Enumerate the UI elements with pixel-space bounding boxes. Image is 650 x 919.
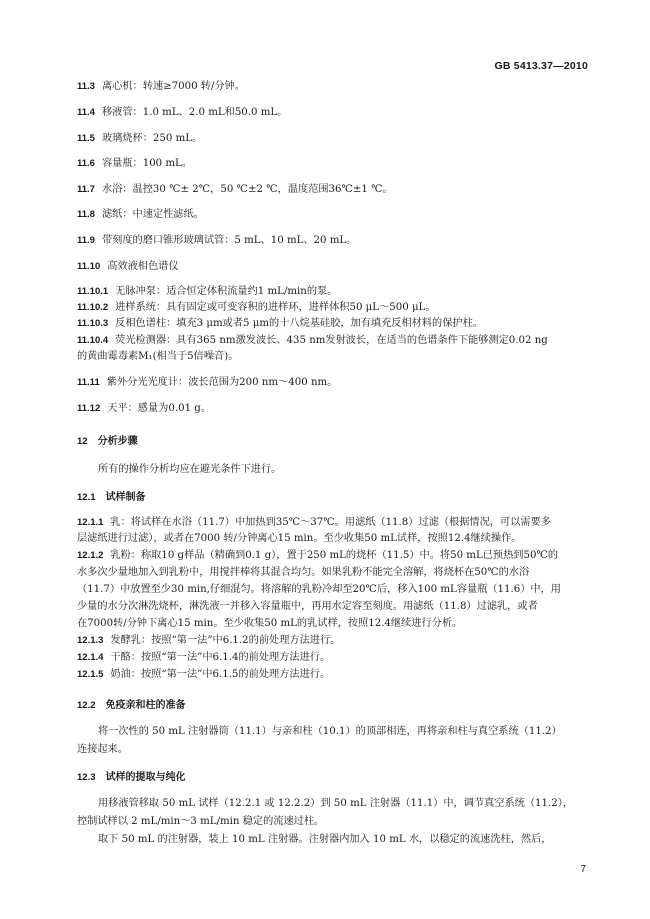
paragraph-continuation <box>77 815 587 828</box>
paragraph-text: 所有的操作分析均应在避光条件下进行。 <box>98 464 282 475</box>
clause-number: 11.10.1 <box>77 286 109 297</box>
subsection-heading <box>77 771 587 784</box>
clause-number: 11.4 <box>77 107 95 118</box>
list-item <box>77 376 587 389</box>
clause-text: 层滤纸进行过滤），或者在7000 转/分钟离心15 min。至少收集50 mL试样，按照12.4继续操作。 <box>77 533 522 544</box>
clause-number: 11.3 <box>77 81 95 92</box>
list-item <box>77 317 587 330</box>
clause-text: 滤纸：中速定性滤纸。 <box>101 209 204 220</box>
list-item <box>77 132 587 145</box>
list-item <box>77 285 587 298</box>
paragraph <box>98 797 608 810</box>
section-title: 试样制备 <box>105 492 146 503</box>
standard-id: GB 5413.37—2010 <box>494 60 588 72</box>
paragraph-text: 连接起来。 <box>77 744 128 755</box>
clause-text: 无脉冲泵：适合恒定体积流量约1 mL/min的泵。 <box>115 286 338 297</box>
clause-number: 11.10.4 <box>77 335 109 346</box>
clause-number: 12.1.3 <box>77 635 104 646</box>
clause-text: 乳粉：称取10 g样品（精确到0.1 g），置于250 mL的烧杯（11.5）中。将50 mL已预热到50℃的 <box>110 550 559 561</box>
paragraph-text: 将一次性的 50 mL 注射器筒（11.1）与亲和柱（10.1）的顶部相连，再将亲和柱与真空系统（11.2） <box>98 726 562 737</box>
clause-number: 12.1.4 <box>77 652 104 663</box>
list-item <box>77 651 587 664</box>
clause-number: 11.11 <box>77 377 100 388</box>
clause-text: 水浴：温控30 ℃± 2℃，50 ℃±2 ℃，温度范围36℃±1 ℃。 <box>101 184 393 195</box>
list-item <box>77 183 587 196</box>
section-title: 免疫亲和柱的准备 <box>105 700 186 711</box>
clause-text: 的黄曲霉毒素M₁(相当于5倍噪音)。 <box>77 351 239 362</box>
list-item <box>77 80 587 93</box>
paragraph-continuation <box>77 743 587 756</box>
paragraph <box>98 463 608 476</box>
list-item <box>77 157 587 170</box>
clause-number: 11.6 <box>77 158 95 169</box>
clause-text: 荧光检测器：具有365 nm激发波长、435 nm发射波长，在适当的色谱条件下能够测定0.02 ng <box>115 335 548 346</box>
clause-text: 天平：感量为0.01 g。 <box>107 403 212 414</box>
clause-number: 11.10 <box>77 261 101 272</box>
clause-number: 11.7 <box>77 184 95 195</box>
clause-text: 玻璃烧杯：250 mL。 <box>101 133 203 144</box>
paragraph <box>98 833 608 846</box>
section-heading <box>77 435 587 448</box>
clause-text: 离心机：转速≥7000 转/分钟。 <box>101 81 245 92</box>
section-number: 12 <box>77 436 88 447</box>
clause-text: 发酵乳：按照“第一法”中6.1.2的前处理方法进行。 <box>110 635 341 646</box>
section-number: 12.2 <box>77 700 96 711</box>
subsection-heading <box>77 699 587 712</box>
list-item <box>77 301 587 314</box>
clause-number: 12.1.2 <box>77 550 104 561</box>
clause-number: 12.1.5 <box>77 669 104 680</box>
clause-text: 进样系统：具有固定或可变容积的进样环，进样体积50 μL～500 μL。 <box>115 302 436 313</box>
list-item <box>77 668 587 681</box>
clause-text: 乳：将试样在水浴（11.7）中加热到35℃～37℃。用滤纸（11.8）过滤（根据情况，可以需要多 <box>110 517 551 528</box>
clause-text: 移液管：1.0 mL、2.0 mL和50.0 mL。 <box>101 107 288 118</box>
clause-text: 奶油：按照“第一法”中6.1.5的前处理方法进行。 <box>110 669 331 680</box>
list-item <box>77 549 587 562</box>
clause-text: （11.7）中放置至少30 min,仔细混匀。将溶解的乳粉冷却至20℃后，移入100 mL容量瓶（11.6）中，用 <box>77 584 561 595</box>
clause-number: 11.5 <box>77 133 95 144</box>
clause-number: 12.1.1 <box>77 517 104 528</box>
list-item-continuation <box>77 583 587 596</box>
paragraph-text: 控制试样以 2 mL/min～3 mL/min 稳定的流速过柱。 <box>77 816 325 827</box>
clause-text: 水多次少量地加入到乳粉中，用搅拌棒将其混合均匀。如果乳粉不能完全溶解，将烧杯在50℃的水浴 <box>77 567 530 578</box>
paragraph-text: 取下 50 mL 的注射器，装上 10 mL 注射器。注射器内加入 10 mL 水，以稳定的流速洗柱，然后， <box>98 834 552 845</box>
list-item <box>77 208 587 221</box>
clause-text: 反相色谱柱：填充3 μm或者5 μm的十八烷基硅胶，加有填充反相材料的保护柱。 <box>115 318 483 329</box>
page-number: 7 <box>580 864 586 875</box>
list-item-continuation <box>77 350 587 363</box>
list-item-continuation <box>77 566 587 579</box>
clause-text: 少量的水分次淋洗烧杯，淋洗液一并移入容量瓶中，再用水定容至刻度。用滤纸（11.8）过滤乳，或者 <box>77 601 538 612</box>
clause-number: 11.10.3 <box>77 318 109 329</box>
list-item <box>77 106 587 119</box>
list-item <box>77 634 587 647</box>
clause-number: 11.8 <box>77 209 95 220</box>
list-item <box>77 334 587 347</box>
paragraph <box>98 725 608 738</box>
clause-number: 11.12 <box>77 403 101 414</box>
section-number: 12.1 <box>77 492 96 503</box>
list-item <box>77 516 587 529</box>
clause-text: 干酪：按照“第一法”中6.1.4的前处理方法进行。 <box>110 652 331 663</box>
list-item <box>77 260 587 273</box>
section-title: 分析步骤 <box>97 436 138 447</box>
clause-text: 高效液相色谱仪 <box>107 261 179 272</box>
clause-text: 带刻度的磨口锥形玻璃试管：5 mL、10 mL、20 mL。 <box>101 235 357 246</box>
clause-text: 在7000转/分钟下离心15 min。至少收集50 mL的乳试样，按照12.4继续进行分析。 <box>77 618 463 629</box>
clause-number: 11.9 <box>77 235 95 246</box>
clause-text: 容量瓶：100 mL。 <box>101 158 193 169</box>
section-title: 试样的提取与纯化 <box>105 772 186 783</box>
subsection-heading <box>77 491 587 504</box>
clause-text: 紫外分光光度计：波长范围为200 nm～400 nm。 <box>106 377 338 388</box>
list-item-continuation <box>77 600 587 613</box>
list-item <box>77 402 587 415</box>
list-item-continuation <box>77 617 587 630</box>
paragraph-text: 用移液管移取 50 mL 试样（12.2.1 或 12.2.2）到 50 mL 注射器（11.1）中，调节真空系统（11.2）， <box>98 798 574 809</box>
list-item <box>77 234 587 247</box>
list-item-continuation <box>77 532 587 545</box>
clause-number: 11.10.2 <box>77 302 109 313</box>
section-number: 12.3 <box>77 772 96 783</box>
